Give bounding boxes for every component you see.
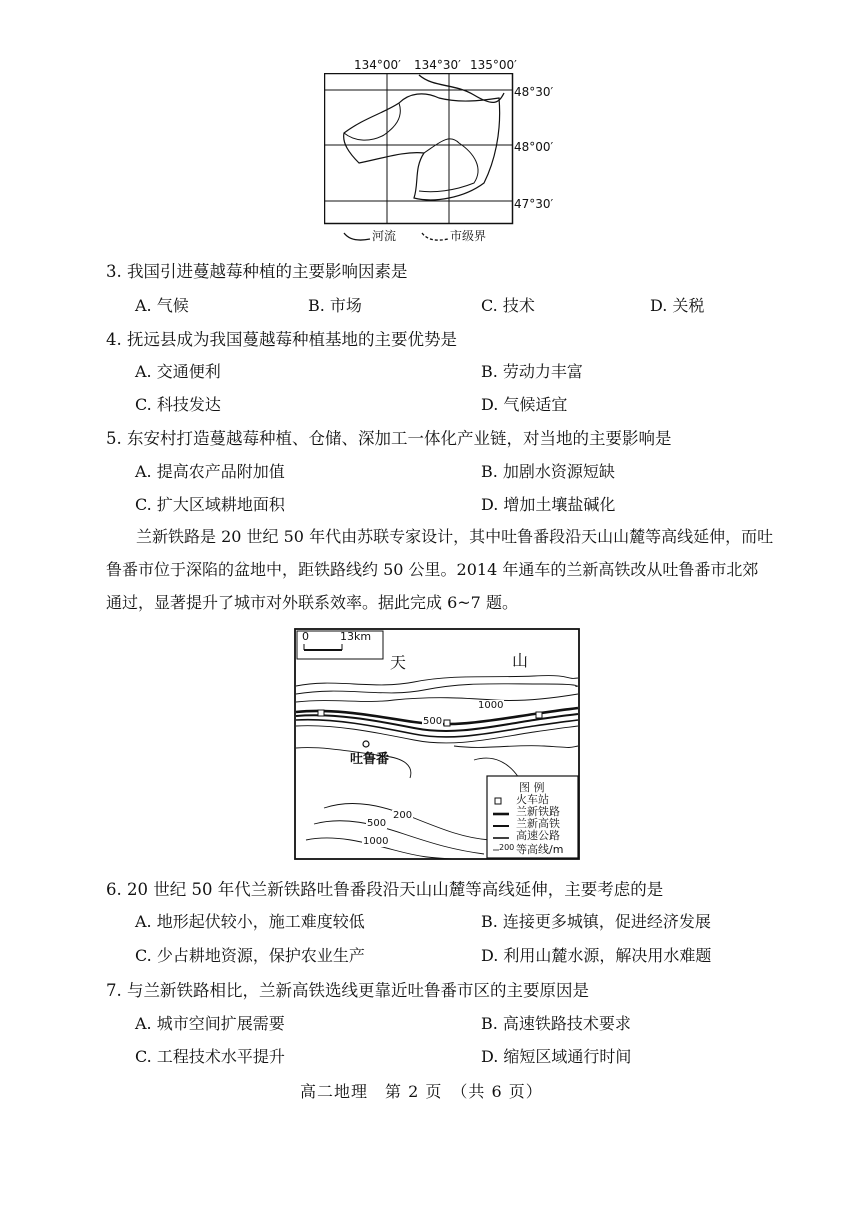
legend-contour-num: 200 [499,843,515,852]
contour-500-top: 500 [423,716,443,727]
legend-river-sym [342,229,372,243]
q6-option-a[interactable]: A. 地形起伏较小，施工难度较低 [135,912,365,931]
q3-option-c[interactable]: C. 技术 [481,296,535,315]
question-6-stem: 6. 20 世纪 50 年代兰新铁路吐鲁番段沿天山山麓等高线延伸，主要考虑的是 [106,880,664,899]
q4-option-d[interactable]: D. 气候适宜 [481,395,568,414]
q6-option-b[interactable]: B. 连接更多城镇，促进经济发展 [481,912,711,931]
q7-option-c[interactable]: C. 工程技术水平提升 [135,1047,285,1066]
contour-1000-top: 1000 [478,700,504,711]
q3-option-b[interactable]: B. 市场 [308,296,362,315]
legend-hsr: 兰新高铁 [516,817,560,830]
question-7-stem: 7. 与兰新铁路相比，兰新高铁选线更靠近吐鲁番市区的主要原因是 [106,981,589,1000]
question-4-stem: 4. 抚远县成为我国蔓越莓种植基地的主要优势是 [106,330,457,349]
boundary-north [344,103,400,140]
lat-label-48-30: 48°30′ [514,85,554,99]
label-tian: 天 [390,653,407,672]
label-shan: 山 [512,651,529,670]
question-5-stem: 5. 东安村打造蔓越莓种植、仓储、深加工一体化产业链，对当地的主要影响是 [106,429,672,448]
legend-contour: 等高线/m [516,843,564,856]
river-line [419,75,504,102]
lon-label-134-00: 134°00′ [354,58,401,72]
map-turpan [294,628,580,860]
passage [106,520,786,619]
legend-highway: 高速公路 [516,829,560,842]
q4-option-a[interactable]: A. 交通便利 [135,362,221,381]
lat-label-48-00: 48°00′ [514,140,554,154]
q5-option-b[interactable]: B. 加剧水资源短缺 [481,462,615,481]
legend-title: 图 例 [519,781,545,794]
contour-200: 200 [393,810,413,821]
q7-option-b[interactable]: B. 高速铁路技术要求 [481,1014,631,1033]
lon-label-135-00: 135°00′ [470,58,517,72]
q5-option-a[interactable]: A. 提高农产品附加值 [135,462,285,481]
boundary-outer [344,94,500,200]
passage-line-2: 鲁番市位于深陷的盆地中，距铁路线约 50 公里。2014 年通车的兰新高铁改从吐鲁番市北郊 [106,560,759,579]
scale-zero: 0 [302,630,309,643]
contour-500-bottom: 500 [367,818,387,829]
lon-label-134-30: 134°30′ [414,58,461,72]
map-fuyuan [310,55,570,245]
q4-option-b[interactable]: B. 劳动力丰富 [481,362,583,381]
question-3-stem: 3. 我国引进蔓越莓种植的主要影响因素是 [106,262,408,281]
q3-option-d[interactable]: D. 关税 [650,296,705,315]
passage-line-3: 通过，显著提升了城市对外联系效率。据此完成 6~7 题。 [106,593,518,612]
page-footer: 高二地理 第 2 页 （共 6 页） [300,1082,543,1101]
contour-1000-bottom: 1000 [363,836,389,847]
passage-line-1: 兰新铁路是 20 世纪 50 年代由苏联专家设计，其中吐鲁番段沿天山山麓等高线延伸，而吐 [136,527,774,546]
legend-station: 火车站 [516,793,549,806]
q3-option-a[interactable]: A. 气候 [135,296,189,315]
q6-option-d[interactable]: D. 利用山麓水源，解决用水难题 [481,946,712,965]
scale-km: 13km [340,630,372,643]
q4-option-c[interactable]: C. 科技发达 [135,395,221,414]
legend-railway: 兰新铁路 [516,805,560,818]
legend-river-label: 河流 [372,229,397,243]
q7-option-d[interactable]: D. 缩短区域通行时间 [481,1047,632,1066]
q7-option-a[interactable]: A. 城市空间扩展需要 [135,1014,285,1033]
legend-boundary-label: 市级界 [450,229,487,243]
q6-option-c[interactable]: C. 少占耕地资源，保护农业生产 [135,946,365,965]
legend-boundary-sym [420,229,450,243]
lat-label-47-30: 47°30′ [514,197,554,211]
map1-frame [324,73,514,225]
city-turpan: 吐鲁番 [350,752,390,767]
q5-option-c[interactable]: C. 扩大区域耕地面积 [135,495,285,514]
q5-option-d[interactable]: D. 增加土壤盐碱化 [481,495,616,514]
